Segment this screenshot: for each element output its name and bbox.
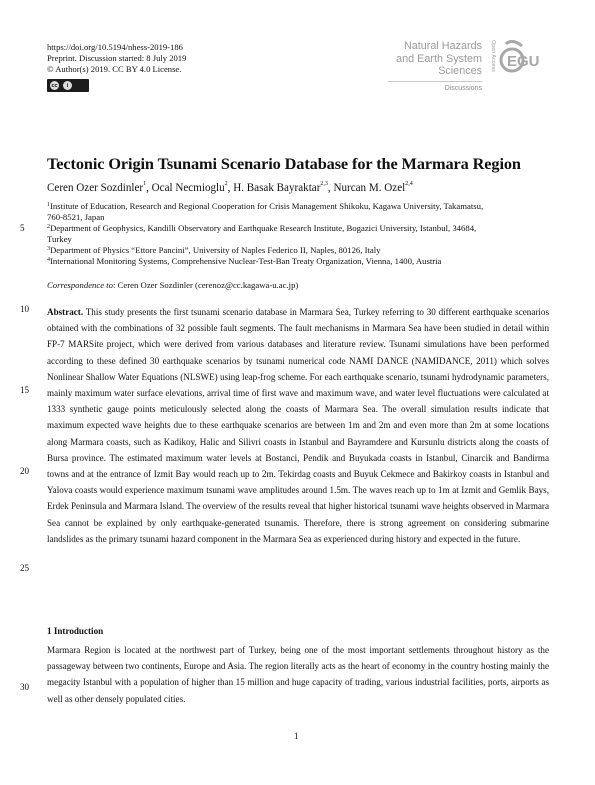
egu-logo-icon (498, 40, 550, 84)
author-affil-sup: 2,3 (320, 181, 328, 187)
journal-name-line: Natural Hazards (403, 40, 482, 52)
preprint-line: Preprint. Discussion started: 8 July 2019 (47, 53, 187, 63)
journal-name-line: Sciences (438, 65, 482, 78)
affil-sup: 2 (47, 224, 50, 230)
affil-text: 760-8521, Japan (47, 211, 105, 222)
author-affil-sup: 2 (224, 181, 228, 187)
affil-sup: 1 (47, 202, 50, 208)
journal-logo (388, 40, 482, 93)
cc-icon: cc (51, 82, 58, 89)
author-sep: , (327, 182, 334, 194)
line-number: 10 (20, 304, 30, 314)
discussions-label: Discussions (388, 81, 482, 93)
abstract-text: This study presents the first tsunami scenario database in Marmara Sea, Turkey referring to 30 different earthquake scenarios obtained with the combinations of 32 possible fault segments. The fault mechanisms in Marmara Sea have been studied in detail within FP-7 MARSite project, which were derived from various databases and literature review. Tsunami simulations have been performed according to these defined 30 earthquake scenarios by tsunami numerical code NAMI DANCE (NAMIDANCE, 2011) which solves Nonlinear Shallow Water Equations (NLSWE) using leap-frog scheme. For each earthquake scenario, tsunami hydrodynamic parameters, mainly maximum water surface elevations, arrival time of first wave and maximum wave, and water level fluctuations were calculated at 1333 synthetic gauge points meticulously selected along the coasts of Marmara Sea. The overall simulation results indicate that maximum expected wave heights due to these earthquake scenarios are between 1m and 2m and even more than 2m at some locations along Marmara coasts, such as Kadikoy, Halic and Silivri coasts in Istanbul and Bayramdere and Kursunlu districts along the coasts of Bursa province. The estimated maximum water levels at Bostanci, Pendik and Buyukada coasts in Istanbul, Cinarcik and Bandirma towns and at the entrance of Izmit Bay would reach up to 2m. Tekirdag coasts and Buyuk Cekmece and Bakirkoy coasts in Istanbul and Yalova coasts would experience maximum tsunami wave amplitudes around 1.5m. The waves reach up to 1m at Izmit and Gemlik Bays, Erdek Peninsula and Marmara Island. The overview of the results reveal that higher historical tsunami wave heights observed in Marmara Sea cannot be explained by only earthquake-generated tsunamis. Therefore, there is strong agreement on considering submarine landslides as the primary tsunami hazard component in the Marmara Sea as experienced during history and expected in the future. (47, 307, 550, 544)
cc-by-badge[interactable] (47, 79, 89, 92)
affiliation-1 (47, 201, 483, 222)
affil-text: Institute of Education, Research and Regional Cooperation for Crisis Management Shikoku, Kagawa University, Takamatsu, (50, 201, 484, 211)
doi-line[interactable]: https://doi.org/10.5194/nhess-2019-186 (47, 42, 183, 52)
affiliation-3 (47, 245, 381, 256)
affil-sup: 3 (47, 246, 50, 252)
line-number: 5 (20, 223, 25, 233)
open-access-label: Open Access (490, 40, 496, 72)
affil-text: Turkey (47, 233, 72, 244)
line-number: 15 (20, 385, 30, 395)
correspondence-email[interactable]: Ceren Ozer Sozdinler (cerenoz@cc.kagawa-u.ac.jp) (117, 280, 299, 290)
page-number: 1 (294, 731, 299, 741)
line-number: 30 (20, 682, 30, 692)
author-name: Ceren Ozer Sozdinler (47, 182, 144, 194)
license-line: © Author(s) 2019. CC BY 4.0 License. (47, 64, 182, 74)
line-number: 20 (20, 466, 30, 476)
author-list (47, 182, 413, 194)
author-name: Nurcan M. Ozel (333, 182, 406, 194)
attribution-icon: i (63, 81, 72, 90)
abstract-label: Abstract. (47, 307, 84, 317)
author-sep: , (146, 182, 152, 194)
affiliation-2 (47, 223, 476, 244)
author-sep: , (227, 182, 234, 194)
author-affil-sup: 2,4 (405, 181, 413, 187)
correspondence-label: Correspondence to (47, 280, 114, 290)
affil-text: Department of Physics “Ettore Pancini”, University of Naples Federico II, Naples, 80126, Italy (50, 245, 381, 255)
abstract (47, 304, 549, 547)
author-name: Ocal Necmioglu (151, 182, 225, 194)
author-affil-sup: 1 (143, 181, 147, 187)
affiliation-4 (47, 256, 441, 267)
affil-text: International Monitoring Systems, Comprehensive Nuclear-Test-Ban Treaty Organization, Vienna, 1400, Austria (50, 256, 442, 266)
intro-paragraph: Marmara Region is located at the northwest part of Turkey, being one of the most important settlements throughout history as the passageway between two continents, Europe and Asia. The region literally acts as the heart of economy in the country hosting mainly the megacity Istanbul with a population of higher than 15 million and huge capacity of trading, various industrial facilities, ports, airports as well as other densely populated cities. (47, 645, 549, 704)
affil-sup: 4 (47, 257, 50, 263)
egu-text: EGU (507, 53, 540, 70)
journal-name-line: and Earth System (396, 52, 482, 65)
affil-text: Department of Geophysics, Kandilli Observatory and Earthquake Research Institute, Bogazici University, Istanbul, 34684, (50, 223, 477, 233)
section-heading: 1 Introduction (47, 626, 104, 636)
paper-title: Tectonic Origin Tsunami Scenario Database for the Marmara Region (47, 154, 521, 173)
author-name: H. Basak Bayraktar (233, 182, 321, 194)
line-number: 25 (20, 563, 30, 573)
correspondence: Correspondence to: Ceren Ozer Sozdinler (cerenoz@cc.kagawa-u.ac.jp) (47, 280, 299, 290)
